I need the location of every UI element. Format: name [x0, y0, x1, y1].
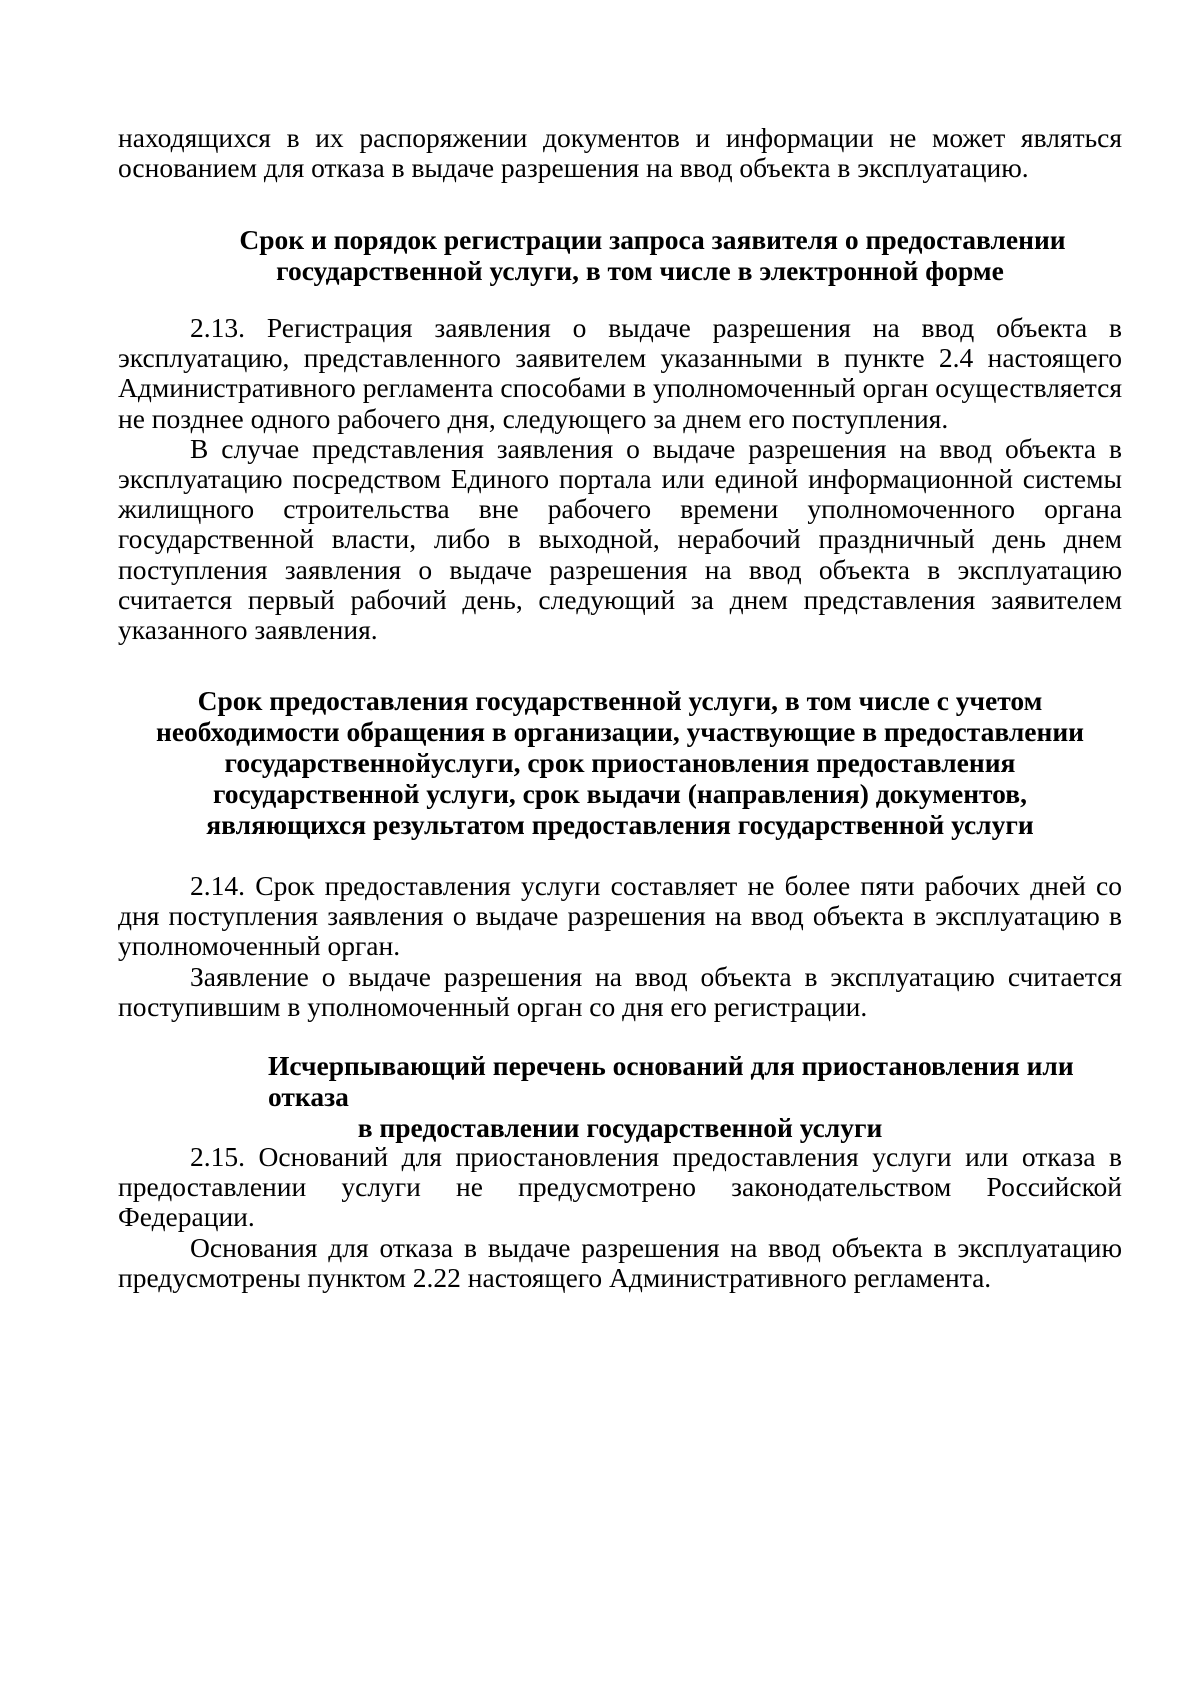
heading-service-term-line-2: необходимости обращения в организации, участвующие в предоставлении	[155, 716, 1085, 747]
heading-service-term	[118, 685, 1122, 840]
section-2-15	[118, 1142, 1122, 1293]
paragraph-2-15: 2.15. Оснований для приостановления предоставления услуги или отказа в предоставлении услуги не предусмотрено законодательством Российской Федерации.	[118, 1141, 1122, 1233]
paragraph-2-14: 2.14. Срок предоставления услуги составляет не более пяти рабочих дней со дня поступления заявления о выдаче разрешения на ввод объекта в эксплуатацию в уполномоченный орган.	[118, 870, 1122, 962]
paragraph-2-13: 2.13. Регистрация заявления о выдаче разрешения на ввод объекта в эксплуатацию, представленного заявителем указанными в пункте 2.4 настоящего Административного регламента способами в уполномоченный орган осуществляется не позднее одного рабочего дня, следующего за днем его поступления.	[118, 312, 1122, 434]
heading-registration	[210, 224, 1095, 255]
heading-registration-line-1: Срок и порядок регистрации запроса заявителя о предоставлении	[239, 224, 1066, 255]
paragraph-2-13-b: В случае представления заявления о выдаче разрешения на ввод объекта в эксплуатацию посредством Единого портала или единой информационной системы жилищного строительства вне рабочего времени уполномоченного органа государственной власти, либо в выходной, нерабочий праздничный день днем поступления заявления о выдаче разрешения на ввод объекта в эксплуатацию считается первый рабочий день, следующий за днем представления заявителем указанного заявления.	[118, 432, 1122, 646]
paragraph-2-15-b: Основания для отказа в выдаче разрешения на ввод объекта в эксплуатацию предусмотрены пунктом 2.22 настоящего Административного регламента.	[118, 1231, 1122, 1293]
paragraph-2-14-b: Заявление о выдаче разрешения на ввод объекта в эксплуатацию считается поступившим в уполномоченный орган со дня его регистрации.	[118, 960, 1122, 1022]
section-2-13	[118, 313, 1122, 645]
heading-registration-line2-wrap	[210, 255, 1070, 286]
section-2-14	[118, 871, 1122, 1022]
intro-block	[118, 123, 1122, 183]
intro-paragraph: находящихся в их распоряжении документов и информации не может являться основанием для отказа в выдаче разрешения на ввод объекта в эксплуатацию.	[118, 122, 1122, 184]
heading-service-term-line-5: являющихся результатом предоставления государственной услуги	[206, 809, 1034, 840]
heading-grounds	[118, 1050, 1122, 1143]
heading-grounds-line-2: в предоставлении государственной услуги	[357, 1112, 883, 1143]
heading-grounds-line-1: Исчерпывающий перечень оснований для приостановления или отказа	[268, 1050, 1074, 1112]
heading-service-term-line-4: государственной услуги, срок выдачи (направления) документов,	[213, 778, 1027, 809]
heading-service-term-line-1: Срок предоставления государственной услуги, в том числе с учетом	[197, 685, 1043, 716]
heading-service-term-line-3: государственнойуслуги, срок приостановления предоставления	[224, 747, 1016, 778]
heading-registration-line-2: государственной услуги, в том числе в электронной форме	[276, 255, 1004, 286]
